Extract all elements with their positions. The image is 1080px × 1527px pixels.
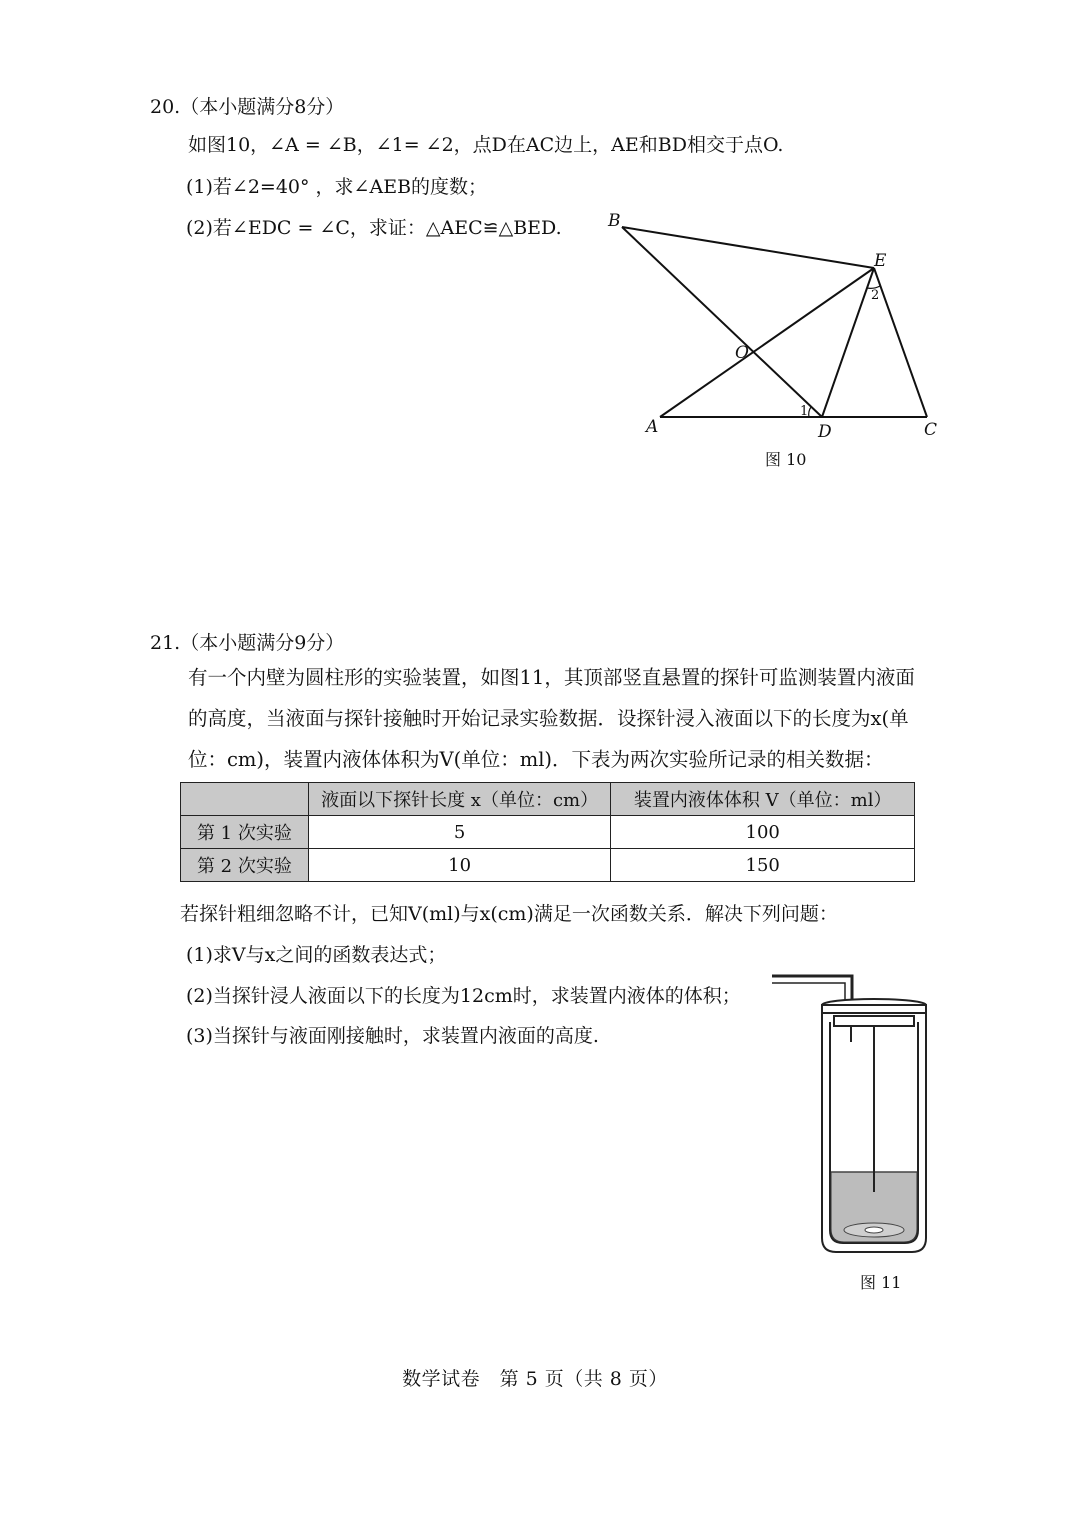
figure-11-device [765, 965, 945, 1265]
q21-data-table [180, 782, 915, 882]
label-B: B [608, 211, 621, 231]
label-C: C [924, 420, 938, 440]
table-row [181, 816, 915, 849]
q21-part1: (1)求V与x之间的函数表达式； [186, 944, 447, 966]
segment-AE [660, 268, 874, 417]
q21-part3: (3)当探针与液面刚接触时，求装置内液面的高度. [186, 1025, 599, 1047]
q21-after-table: 若探针粗细忽略不计，已知V(ml)与x(cm)满足一次函数关系．解决下列问题： [180, 903, 838, 925]
table-row-label: 第 2 次实验 [181, 849, 309, 882]
probe-tube-outer [772, 976, 852, 1000]
table-header-cell [181, 783, 309, 816]
q21-paragraph-line: 有一个内壁为圆柱形的实验装置，如图11，其顶部竖直悬置的探针可监测装置内液面 [188, 666, 915, 689]
table-cell: 150 [611, 849, 915, 882]
label-A: A [646, 417, 659, 437]
q20-part2: (2)若∠EDC = ∠C，求证：△AEC≌△BED. [186, 217, 562, 239]
q21-paragraph-line: 的高度，当液面与探针接触时开始记录实验数据．设探针浸入液面以下的长度为x(单 [188, 707, 909, 730]
table-header-cell: 液面以下探针长度 x（单位：cm） [308, 783, 611, 816]
table-cell: 5 [308, 816, 611, 849]
probe-tube-inner [772, 983, 845, 1000]
table-cell: 100 [611, 816, 915, 849]
q20-intro: 如图10，∠A = ∠B，∠1= ∠2，点D在AC边上，AE和BD相交于点O. [188, 134, 784, 156]
label-angle-2: 2 [871, 288, 880, 303]
table-header-cell: 装置内液体体积 V（单位：ml） [611, 783, 915, 816]
q21-paragraph-line: 位：cm)，装置内液体体积为V(单位：ml)．下表为两次实验所记录的相关数据： [188, 748, 884, 771]
q21-part2: (2)当探针浸人液面以下的长度为12cm时，求装置内液体的体积； [186, 985, 741, 1007]
q21-heading: 21.（本小题满分9分） [150, 632, 345, 654]
angle-1-arc [809, 407, 811, 417]
figure-10-diagram [600, 200, 960, 480]
figure-10-caption: 图 10 [765, 450, 807, 469]
device-lid-rim [822, 1005, 926, 1013]
table-cell: 10 [308, 849, 611, 882]
q21-paragraph [188, 657, 936, 780]
figure-11-caption: 图 11 [860, 1273, 902, 1292]
table-header-row [181, 783, 915, 816]
page-footer: 数学试卷 第 5 页（共 8 页） [402, 1368, 668, 1390]
label-E: E [874, 251, 887, 271]
table-row [181, 849, 915, 882]
probe-mount [834, 1016, 914, 1026]
table-row-label: 第 1 次实验 [181, 816, 309, 849]
q20-heading: 20.（本小题满分8分） [150, 96, 345, 118]
label-angle-1: 1 [800, 404, 809, 419]
segment-ED [822, 268, 874, 417]
q20-part1: (1)若∠2=40° ，求∠AEB的度数； [186, 176, 488, 198]
segment-EC [874, 268, 927, 417]
label-O: O [735, 343, 749, 363]
label-D: D [818, 422, 832, 442]
